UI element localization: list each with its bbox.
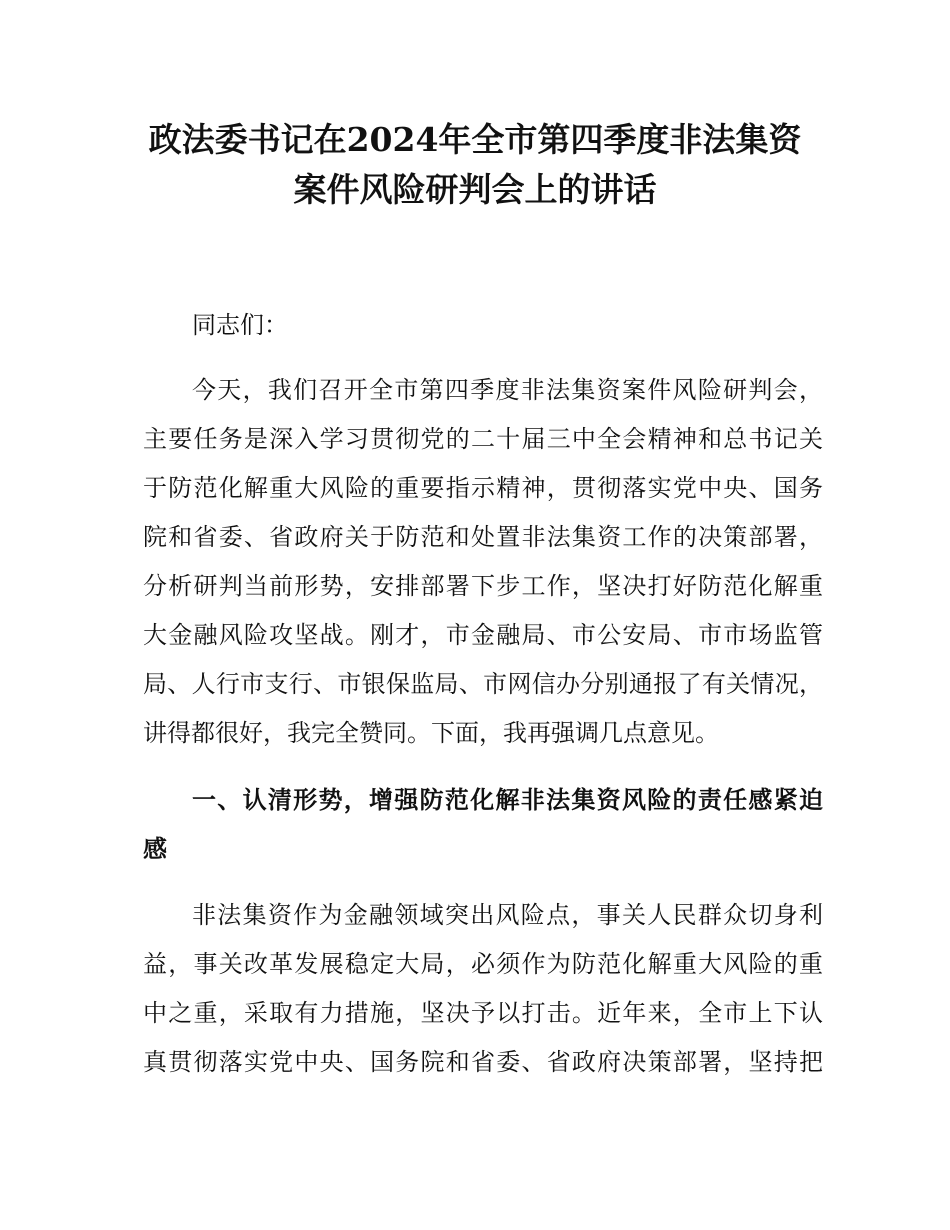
- paragraph-1-line: 今天，我们召开全市第四季度非法集资案件风险研判会，: [192, 376, 823, 404]
- paragraph-1-line: 局、人行市支行、市银保监局、市网信办分别通报了有关情况，: [143, 670, 823, 698]
- paragraph-2-line: 真贯彻落实党中央、国务院和省委、省政府决策部署，坚持把: [143, 1048, 823, 1076]
- paragraph-1-line: 讲得都很好，我完全赞同。下面，我再强调几点意见。: [143, 719, 719, 747]
- paragraph-1-line: 分析研判当前形势，安排部署下步工作，坚决打好防范化解重: [143, 572, 823, 600]
- paragraph-2-line: 中之重，采取有力措施，坚决予以打击。近年来，全市上下认: [143, 999, 823, 1027]
- paragraph-1-line: 于防范化解重大风险的重要指示精神，贯彻落实党中央、国务: [143, 474, 823, 502]
- section-1-heading-line: 感: [143, 835, 167, 863]
- salutation: 同志们：: [192, 311, 288, 339]
- document-title-line-1: 政法委书记在2024年全市第四季度非法集资: [148, 120, 802, 159]
- document-title-line-2: 案件风险研判会上的讲话: [293, 170, 657, 209]
- paragraph-1-line: 主要任务是深入学习贯彻党的二十届三中全会精神和总书记关: [143, 425, 823, 453]
- paragraph-1-line: 大金融风险攻坚战。刚才，市金融局、市公安局、市市场监管: [143, 621, 823, 649]
- section-1-heading-line: 一、认清形势，增强防范化解非法集资风险的责任感紧迫: [192, 786, 823, 814]
- paragraph-2-line: 益，事关改革发展稳定大局，必须作为防范化解重大风险的重: [143, 950, 823, 978]
- paragraph-2-line: 非法集资作为金融领域突出风险点，事关人民群众切身利: [192, 901, 823, 929]
- paragraph-1-line: 院和省委、省政府关于防范和处置非法集资工作的决策部署，: [143, 523, 823, 551]
